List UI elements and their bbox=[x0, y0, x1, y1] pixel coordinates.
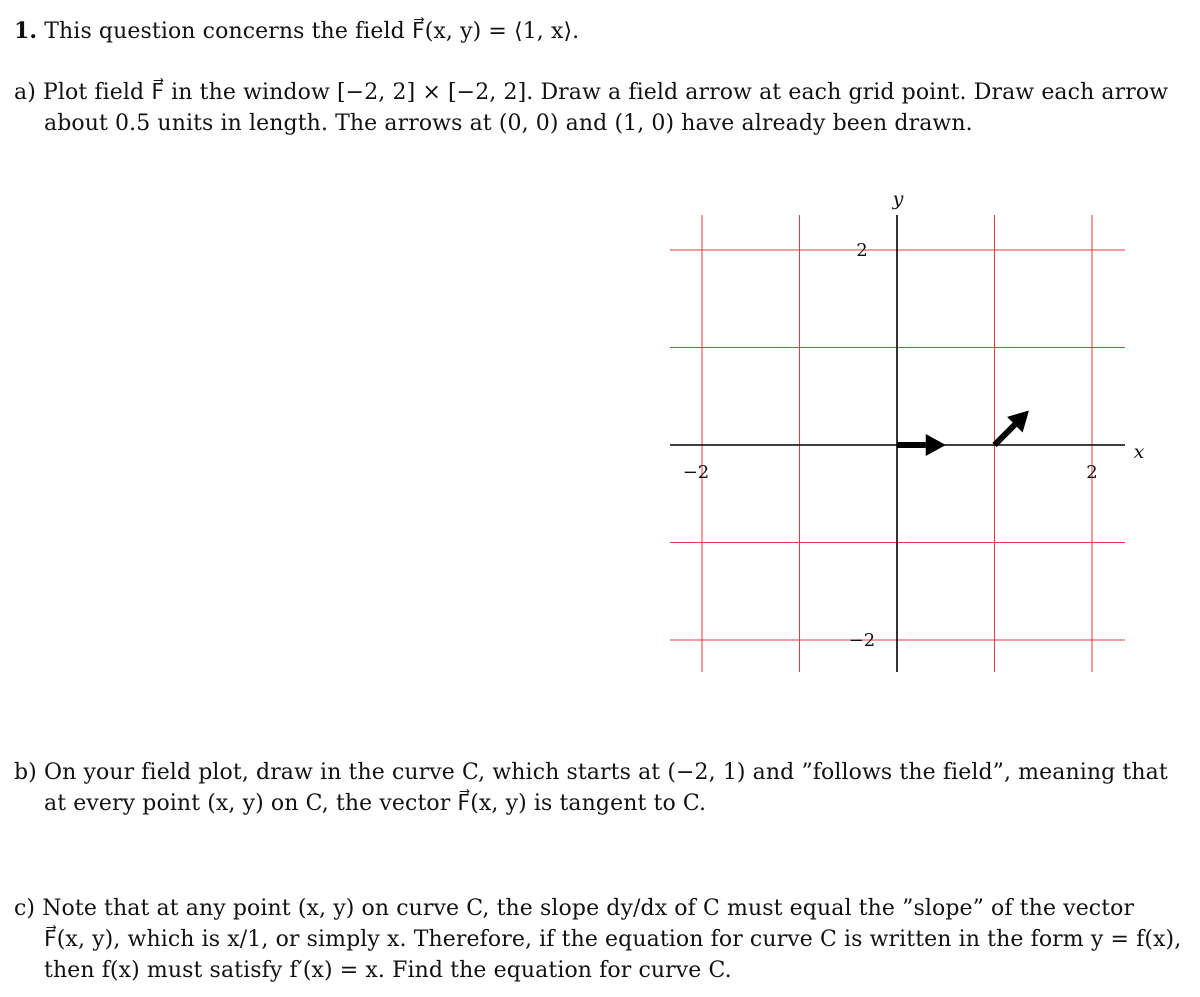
question-header-text: This question concerns the field F⃗(x, y) = ⟨1, x⟩. bbox=[44, 19, 580, 44]
part-c-line-3: then f(x) must satisfy f′(x) = x. Find the equation for curve C. bbox=[44, 958, 732, 983]
y-tick-label: −2 bbox=[848, 630, 876, 651]
part-c-line-1: c) Note that at any point (x, y) on curve C, the slope dy/dx of C must equal the ”slope” of the vector bbox=[14, 896, 1135, 921]
axes bbox=[670, 188, 1145, 672]
part-c-line-2: F⃗(x, y), which is x/1, or simply x. Therefore, if the equation for curve C is written in the form y = f(x), bbox=[44, 927, 1182, 952]
part-a-line-2: about 0.5 units in length. The arrows at (0, 0) and (1, 0) have already been drawn. bbox=[44, 111, 973, 136]
part-b-line-1: b) On your field plot, draw in the curve C, which starts at (−2, 1) and ”follows the field”, meaning that bbox=[14, 760, 1168, 785]
question-number: 1. bbox=[14, 18, 38, 44]
arrow-head bbox=[926, 434, 946, 456]
field-arrow bbox=[995, 411, 1029, 445]
field-arrows bbox=[897, 411, 1029, 456]
x-axis-label: x bbox=[1133, 441, 1145, 463]
x-tick-label: 2 bbox=[1086, 462, 1098, 483]
y-axis-label: y bbox=[892, 188, 904, 210]
field-arrow bbox=[897, 434, 946, 456]
y-tick-label: 2 bbox=[856, 240, 868, 261]
part-a-line-1: a) Plot field F⃗ in the window [−2, 2] × [−2, 2]. Draw a field arrow at each grid point. Draw each arrow bbox=[14, 80, 1169, 105]
arrow-shaft bbox=[995, 425, 1015, 445]
x-tick-label: −2 bbox=[682, 462, 710, 483]
part-b-line-2: at every point (x, y) on C, the vector F⃗(x, y) is tangent to C. bbox=[44, 791, 707, 816]
